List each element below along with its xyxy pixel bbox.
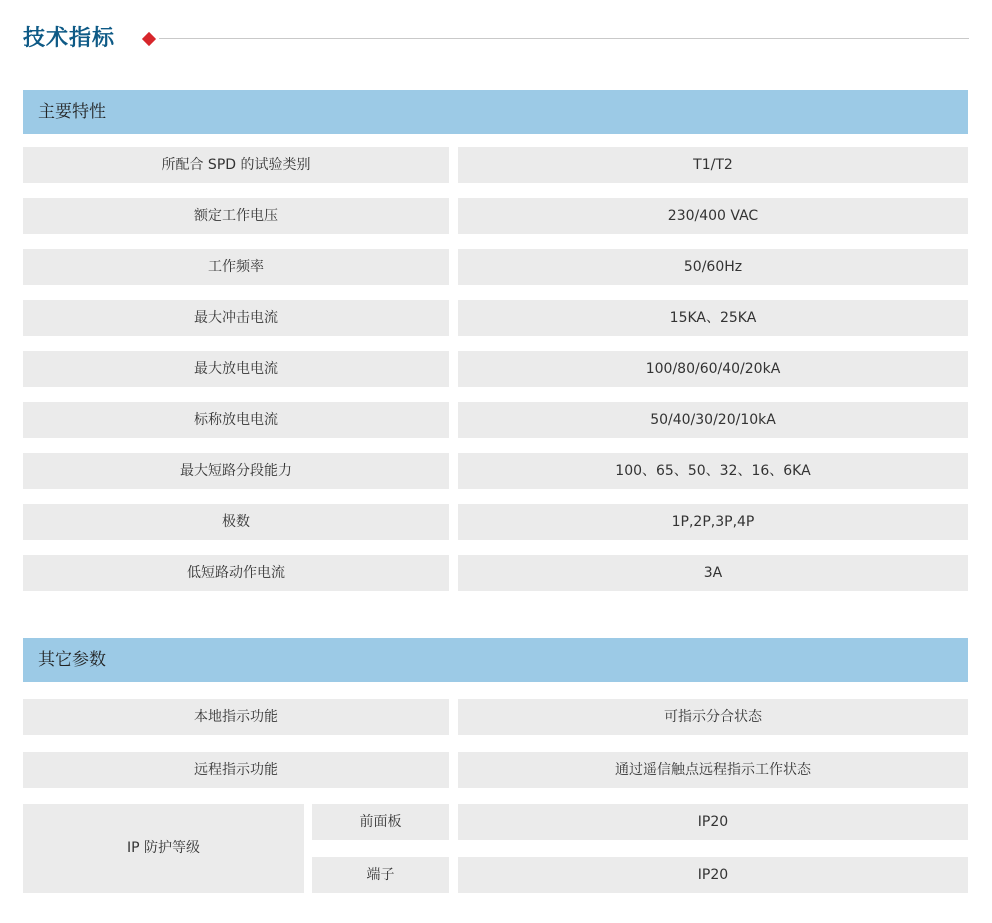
- spec-value: 通过遥信触点远程指示工作状态: [458, 752, 968, 788]
- spec-label: 标称放电电流: [23, 402, 449, 438]
- spec-label: 最大冲击电流: [23, 300, 449, 336]
- diamond-icon: [142, 32, 156, 46]
- spec-label: 最大短路分段能力: [23, 453, 449, 489]
- ip-sub-label: 端子: [312, 857, 449, 893]
- spec-label: 所配合 SPD 的试验类别: [23, 147, 449, 183]
- ip-sub-value: IP20: [458, 804, 968, 840]
- title-divider: [159, 38, 969, 39]
- spec-value: 100/80/60/40/20kA: [458, 351, 968, 387]
- page-title: 技术指标: [23, 26, 116, 51]
- spec-value: 15KA、25KA: [458, 300, 968, 336]
- spec-value: 100、65、50、32、16、6KA: [458, 453, 968, 489]
- ip-sub-label: 前面板: [312, 804, 449, 840]
- spec-label: 额定工作电压: [23, 198, 449, 234]
- spec-label: 低短路动作电流: [23, 555, 449, 591]
- spec-value: 3A: [458, 555, 968, 591]
- spec-value: 1P,2P,3P,4P: [458, 504, 968, 540]
- spec-value: T1/T2: [458, 147, 968, 183]
- spec-label: 最大放电电流: [23, 351, 449, 387]
- spec-label: 极数: [23, 504, 449, 540]
- section-header-other: 其它参数: [23, 638, 968, 682]
- ip-rating-label: IP 防护等级: [23, 804, 304, 893]
- spec-value: 50/40/30/20/10kA: [458, 402, 968, 438]
- ip-sub-value: IP20: [458, 857, 968, 893]
- spec-label: 远程指示功能: [23, 752, 449, 788]
- spec-value: 230/400 VAC: [458, 198, 968, 234]
- spec-label: 本地指示功能: [23, 699, 449, 735]
- spec-value: 50/60Hz: [458, 249, 968, 285]
- page-title-bar: [23, 20, 969, 56]
- spec-value: 可指示分合状态: [458, 699, 968, 735]
- spec-label: 工作频率: [23, 249, 449, 285]
- section-header-main: 主要特性: [23, 90, 968, 134]
